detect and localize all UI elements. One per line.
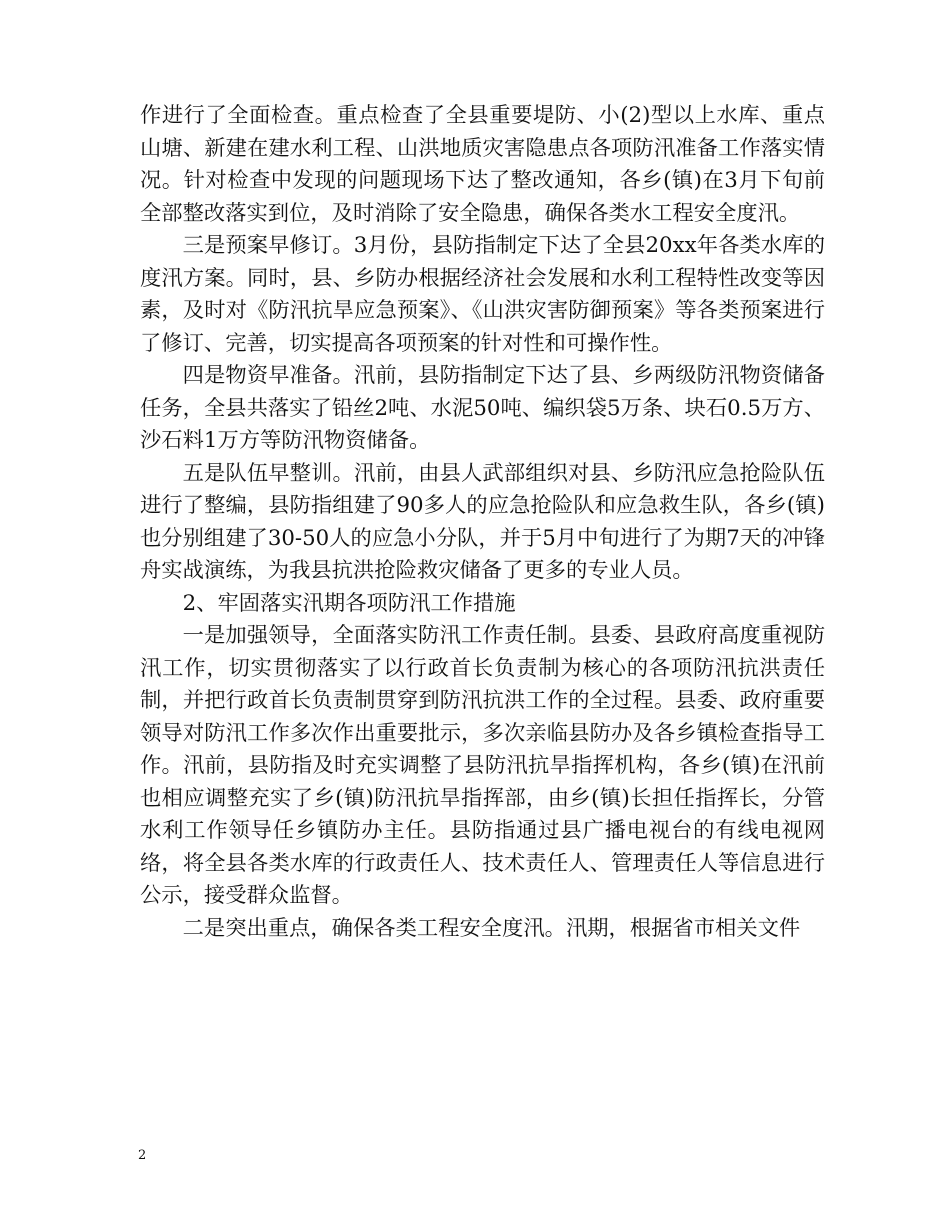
paragraph-plan-revision: 三是预案早修订。3月份，县防指制定下达了全县20xx年各类水库的度汛方案。同时，县、乡防办根据经济社会发展和水利工程特性改变等因素，及时对《防汛抗旱应急预案》、《山洪灾害防御预案》等各类预案进行了修订、完善，切实提高各项预案的针对性和可操作性。	[140, 233, 825, 356]
section-heading: 2、牢固落实汛期各项防汛工作措施	[182, 590, 516, 616]
page-number: 2	[138, 1148, 147, 1163]
paragraph-continued-inspection: 作进行了全面检查。重点检查了全县重要堤防、小(2)型以上水库、重点山塘、新建在建水利工程、山洪地质灾害隐患点各项防汛准备工作落实情况。针对检查中发现的问题现场下达了整改通知，各乡(镇)在3月下旬前全部整改落实到位，及时消除了安全隐患，确保各类水工程安全度汛。	[140, 103, 825, 226]
paragraph-key-projects: 二是突出重点，确保各类工程安全度汛。汛期，根据省市相关文件	[182, 915, 801, 941]
paragraph-material-preparation: 四是物资早准备。汛前，县防指制定下达了县、乡两级防汛物资储备任务，全县共落实了铅丝2吨、水泥50吨、编织袋5万条、块石0.5万方、沙石料1万方等防汛物资储备。	[140, 363, 825, 453]
body-text	[140, 100, 825, 945]
paragraph-leadership: 一是加强领导，全面落实防汛工作责任制。县委、县政府高度重视防汛工作，切实贯彻落实了以行政首长负责制为核心的各项防汛抗洪责任制，并把行政首长负责制贯穿到防汛抗洪工作的全过程。县委、政府重要领导对防汛工作多次作出重要批示，多次亲临县防办及各乡镇检查指导工作。汛前，县防指及时充实调整了县防汛抗旱指挥机构，各乡(镇)在汛前也相应调整充实了乡(镇)防汛抗旱指挥部，由乡(镇)长担任指挥长，分管水利工作领导任乡镇防办主任。县防指通过县广播电视台的有线电视网络，将全县各类水库的行政责任人、技术责任人、管理责任人等信息进行公示，接受群众监督。	[140, 623, 825, 908]
paragraph-team-training: 五是队伍早整训。汛前，由县人武部组织对县、乡防汛应急抢险队伍进行了整编，县防指组建了90多人的应急抢险队和应急救生队，各乡(镇)也分别组建了30-50人的应急小分队，并于5月中旬进行了为期7天的冲锋舟实战演练，为我县抗洪抢险救灾储备了更多的专业人员。	[140, 460, 825, 583]
